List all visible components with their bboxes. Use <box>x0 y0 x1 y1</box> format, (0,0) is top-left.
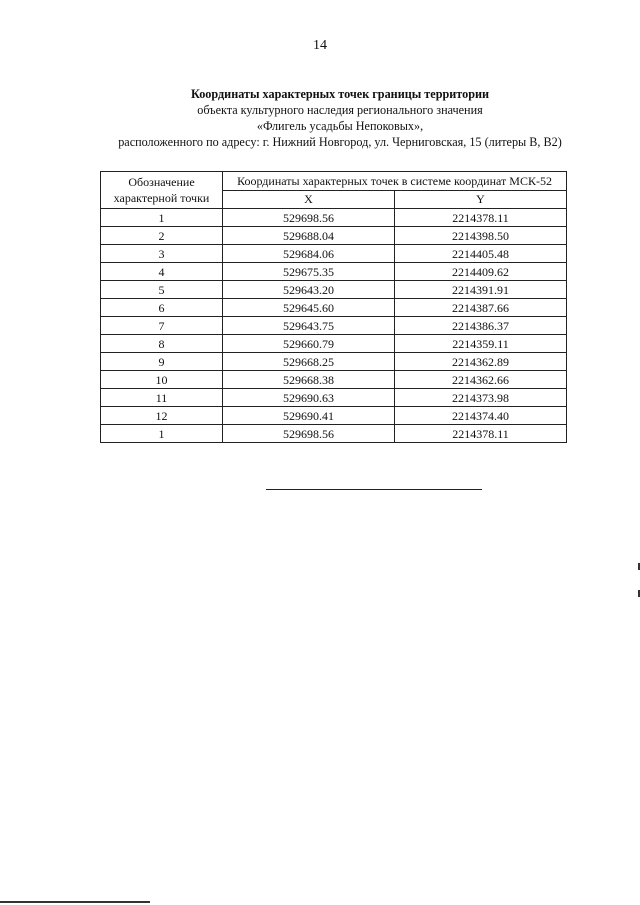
cell-point: 11 <box>101 389 223 407</box>
cell-point: 2 <box>101 227 223 245</box>
table-row <box>101 245 567 263</box>
cell-x: 529698.56 <box>223 425 395 443</box>
cell-y: 2214391.91 <box>395 281 567 299</box>
cell-y: 2214387.66 <box>395 299 567 317</box>
cell-y: 2214373.98 <box>395 389 567 407</box>
cell-y: 2214362.89 <box>395 353 567 371</box>
cell-x: 529645.60 <box>223 299 395 317</box>
cell-x: 529698.56 <box>223 209 395 227</box>
table-row <box>101 209 567 227</box>
cell-point: 10 <box>101 371 223 389</box>
cell-point: 8 <box>101 335 223 353</box>
table-row <box>101 317 567 335</box>
cell-point: 4 <box>101 263 223 281</box>
heading-title: Координаты характерных точек границы территории <box>190 87 490 101</box>
coordinates-table-body <box>101 209 567 443</box>
cell-point: 12 <box>101 407 223 425</box>
cell-x: 529690.63 <box>223 389 395 407</box>
table-row <box>101 425 567 443</box>
cell-point: 3 <box>101 245 223 263</box>
table-row <box>101 227 567 245</box>
scan-edge-bar <box>0 901 150 903</box>
cell-y: 2214378.11 <box>395 425 567 443</box>
document-heading <box>40 86 640 150</box>
cell-x: 529660.79 <box>223 335 395 353</box>
cell-x: 529684.06 <box>223 245 395 263</box>
cell-y: 2214362.66 <box>395 371 567 389</box>
table-row <box>101 407 567 425</box>
heading-line-3: «Флигель усадьбы Непоковых», <box>256 119 424 133</box>
column-header-coordinate-system: Координаты характерных точек в системе координат МСК-52 <box>223 172 567 191</box>
cell-y: 2214386.37 <box>395 317 567 335</box>
cell-point: 6 <box>101 299 223 317</box>
cell-y: 2214374.40 <box>395 407 567 425</box>
cell-x: 529643.75 <box>223 317 395 335</box>
cell-y: 2214409.62 <box>395 263 567 281</box>
cell-x: 529643.20 <box>223 281 395 299</box>
table-row <box>101 281 567 299</box>
heading-line-2: объекта культурного наследия регионального значения <box>197 103 483 117</box>
cell-y: 2214398.50 <box>395 227 567 245</box>
cell-point: 5 <box>101 281 223 299</box>
heading-line-4: расположенного по адресу: г. Нижний Новгород, ул. Черниговская, 15 (литеры В, В2) <box>118 135 562 149</box>
table-row <box>101 389 567 407</box>
column-header-point: Обозначение характерной точки <box>101 172 223 209</box>
cell-x: 529688.04 <box>223 227 395 245</box>
signature-line <box>266 489 482 490</box>
table-row <box>101 263 567 281</box>
cell-y: 2214378.11 <box>395 209 567 227</box>
cell-x: 529668.25 <box>223 353 395 371</box>
column-header-y: Y <box>395 190 567 209</box>
cell-point: 1 <box>101 425 223 443</box>
page-number: 14 <box>313 38 327 53</box>
cell-point: 7 <box>101 317 223 335</box>
cell-point: 9 <box>101 353 223 371</box>
coordinates-table <box>100 171 567 443</box>
cell-x: 529690.41 <box>223 407 395 425</box>
column-header-x: X <box>223 190 395 209</box>
cell-point: 1 <box>101 209 223 227</box>
cell-y: 2214359.11 <box>395 335 567 353</box>
table-row <box>101 335 567 353</box>
cell-y: 2214405.48 <box>395 245 567 263</box>
table-row <box>101 353 567 371</box>
table-row <box>101 371 567 389</box>
cell-x: 529675.35 <box>223 263 395 281</box>
cell-x: 529668.38 <box>223 371 395 389</box>
table-row <box>101 299 567 317</box>
